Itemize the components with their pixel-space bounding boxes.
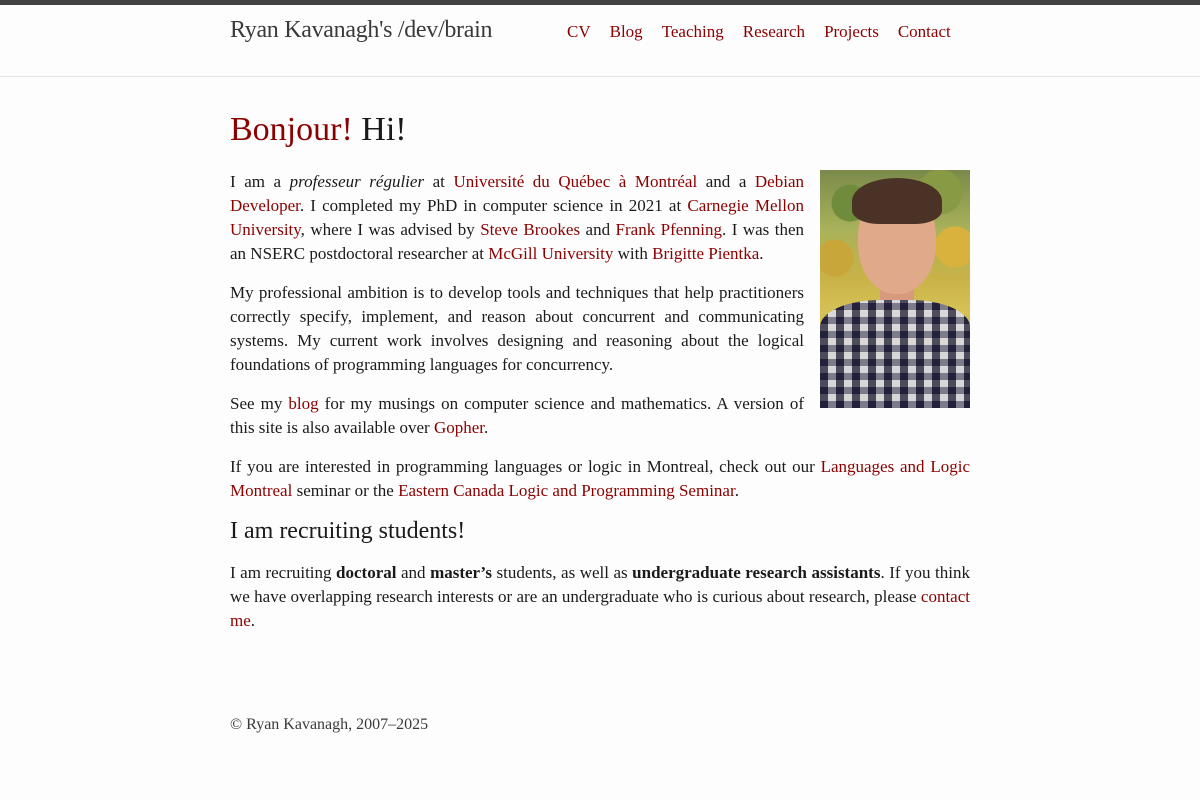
link-brigitte-pientka[interactable]: Brigitte Pientka	[652, 244, 760, 263]
bold-masters: master’s	[430, 563, 493, 582]
link-eastern-canada-seminar[interactable]: Eastern Canada Logic and Programming Seminar	[398, 481, 735, 500]
link-steve-brookes[interactable]: Steve Brookes	[480, 220, 581, 239]
bold-doctoral: doctoral	[336, 563, 397, 582]
site-footer: © Ryan Kavanagh, 2007–2025	[230, 716, 429, 733]
link-debian-developer[interactable]: Debian Developer	[230, 172, 804, 215]
link-blog[interactable]: blog	[288, 394, 319, 413]
nav-item-teaching[interactable]: Teaching	[661, 22, 724, 41]
link-frank-pfenning[interactable]: Frank Pfenning	[615, 220, 723, 239]
intro-paragraph: I am a professeur régulier at Université du Québec à Montréal and a Debian Developer. I completed my PhD in computer science in 2021 at Carnegie Mellon University, where I was advised by Steve Brookes and Frank Pfenning. I was then an NSERC postdoctoral researcher at McGill University with Brigitte Pientka.	[230, 172, 805, 263]
nav-item-projects[interactable]: Projects	[824, 22, 879, 41]
profile-photo	[820, 170, 970, 408]
link-mcgill[interactable]: McGill University	[488, 244, 614, 263]
nav-item-blog[interactable]: Blog	[609, 22, 643, 41]
link-cmu[interactable]: Carnegie Mellon University	[230, 196, 804, 239]
main-content	[230, 108, 970, 648]
site-header	[0, 5, 1200, 77]
link-gopher[interactable]: Gopher	[433, 418, 484, 437]
page-title	[230, 108, 970, 152]
link-languages-logic-montreal[interactable]: Languages and Logic Montreal	[230, 457, 970, 500]
greeting-french: Bonjour!	[230, 111, 353, 148]
role-text: professeur régulier	[289, 172, 425, 191]
seminar-paragraph: If you are interested in programming languages or logic in Montreal, check out our Languages and Logic Montreal seminar or the Eastern Canada Logic and Programming Seminar.	[230, 457, 970, 500]
bold-undergrad-ra: undergraduate research assistants	[632, 563, 881, 582]
nav-item-cv[interactable]: CV	[567, 22, 591, 41]
site-title[interactable]: Ryan Kavanagh's /dev/brain	[230, 17, 493, 43]
intro-section	[230, 170, 970, 440]
blog-paragraph: See my blog for my musings on computer science and mathematics. A version of this site is also available over Gopher.	[230, 394, 804, 437]
nav-item-contact[interactable]: Contact	[897, 22, 951, 41]
ambition-paragraph: My professional ambition is to develop tools and techniques that help practitioners correctly specify, implement, and reason about concurrent and communicating systems. My current work involves designing and reasoning about the logical foundations of programming languages for concurrency.	[230, 283, 804, 374]
nav-item-research[interactable]: Research	[742, 22, 806, 41]
greeting-english: Hi!	[361, 111, 407, 148]
link-contact-me[interactable]: contact me	[230, 587, 970, 630]
link-uqam[interactable]: Université du Québec à Montréal	[453, 172, 698, 191]
recruiting-heading: I am recruiting students!	[230, 518, 466, 544]
recruiting-paragraph: I am recruiting doctoral and master’s students, as well as undergraduate research assistants. If you think we have overlapping research interests or are an undergraduate who is curious about research, please contact me.	[230, 563, 970, 630]
main-nav	[567, 22, 951, 42]
